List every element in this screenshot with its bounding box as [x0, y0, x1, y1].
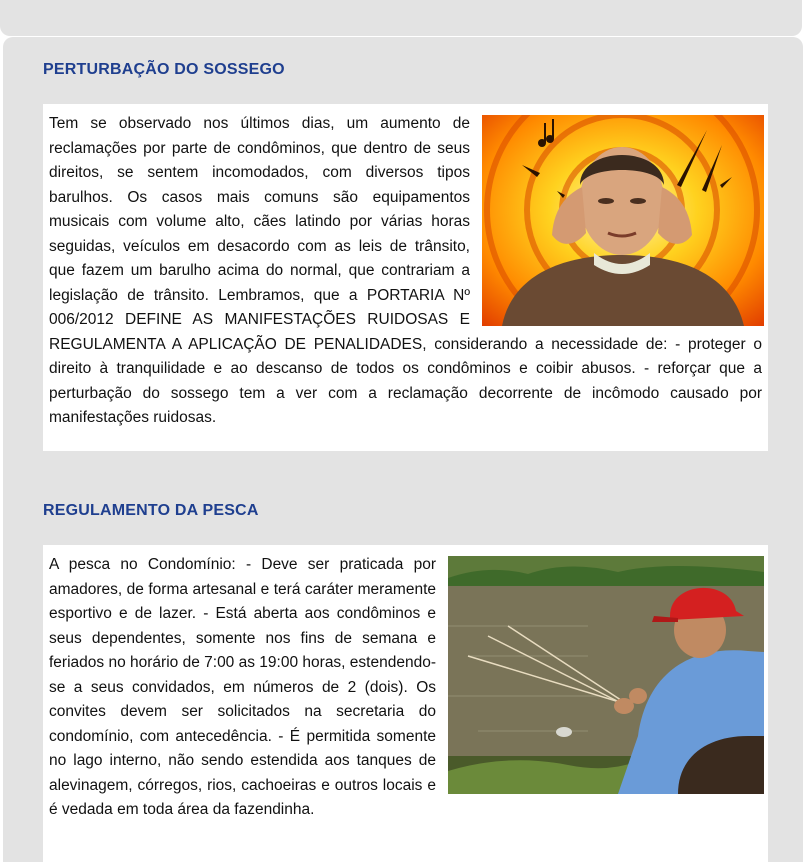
section-title-noise: PERTURBAÇÃO DO SOSSEGO [43, 61, 285, 78]
section-title-fishing: REGULAMENTO DA PESCA [43, 502, 259, 519]
noise-photo [482, 115, 764, 326]
article-fishing-body: A pesca no Condomínio: - Deve ser praticada por amadores, de forma artesanal e terá caráter meramente esportivo e de lazer. - Está aberta aos condôminos e seus dependentes, somente nos fins de semana e feriados no horário de 7:00 as 19:00 horas, estendendo-se a seus convidados, em números de 2 (dois). Os convites devem ser solicitados na secretaria do condomínio, com antecedência. - É permitida somente no lago interno, não sendo estendida aos tanques de alevinagem, córregos, rios, cachoeiras e outros locais e é vedada em toda área da fazendinha. [49, 556, 436, 818]
content-panel [3, 37, 803, 862]
fishing-photo [448, 556, 764, 794]
article-fishing [43, 545, 768, 866]
article-noise [43, 104, 768, 451]
article-noise-body: Tem se observado nos últimos dias, um aumento de reclamações por parte de condôminos, que dentro de seus direitos, se sentem incomodados, com diversos tipos barulhos. Os casos mais comuns são equipamentos musicais com volume alto, cães latindo por várias horas seguidas, veículos em desacordo com as leis de trânsito, que fazem um barulho acima do normal, que contrariam a legislação de trânsito. Lembramos, que a PORTARIA Nº 006/2012 DEFINE AS MANIFESTAÇÕES RUIDOSAS E REGULAMENTA A APLICAÇÃO DE PENALIDADES, considerando a necessidade de: - proteger o direito à tranquilidade e ao descanso de todos os condôminos e coibir abusos. - reforçar que a perturbação do sossego tem a ver com a reclamação decorrente de incômodo causado por manifestações ruidosas. [49, 115, 762, 426]
top-strip [0, 0, 805, 40]
previous-panel-bottom [0, 0, 802, 36]
